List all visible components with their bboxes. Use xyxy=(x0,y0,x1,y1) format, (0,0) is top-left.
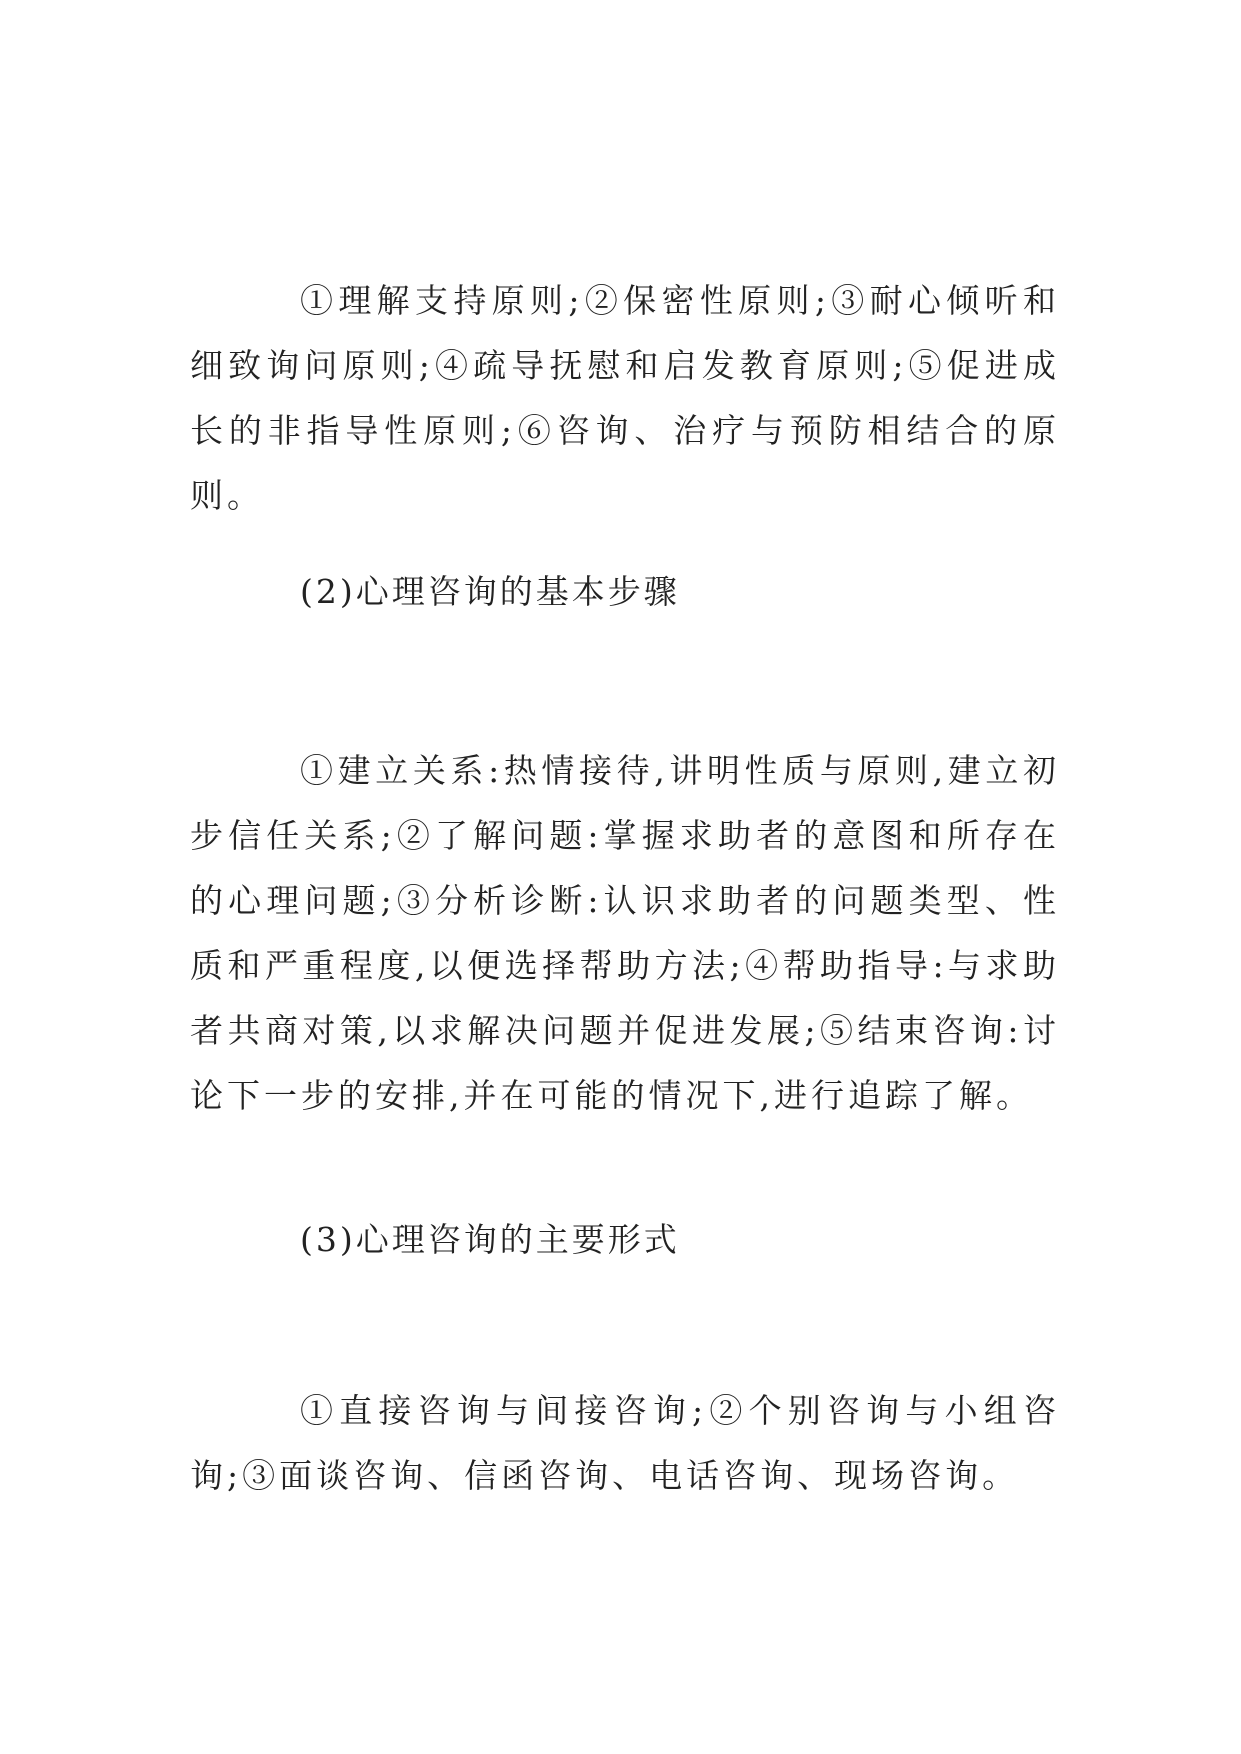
section-heading-basic-steps: (2)心理咨询的基本步骤 xyxy=(300,572,680,611)
section-heading-main-forms: (3)心理咨询的主要形式 xyxy=(300,1220,680,1259)
principles-paragraph: ①理解支持原则;②保密性原则;③耐心倾听和细致询问原则;④疏导抚慰和启发教育原则;⑤促进成长的非指导性原则;⑥咨询、治疗与预防相结合的原则。 xyxy=(190,281,1060,515)
steps-paragraph: ①建立关系:热情接待,讲明性质与原则,建立初步信任关系;②了解问题:掌握求助者的意图和所存在的心理问题;③分析诊断:认识求助者的问题类型、性质和严重程度,以便选择帮助方法;④帮助指导:与求助者共商对策,以求解决问题并促进发展;⑤结束咨询:讨论下一步的安排,并在可能的情况下,进行追踪了解。 xyxy=(190,751,1060,1115)
forms-paragraph: ①直接咨询与间接咨询;②个别咨询与小组咨询;③面谈咨询、信函咨询、电话咨询、现场咨询。 xyxy=(190,1391,1060,1495)
